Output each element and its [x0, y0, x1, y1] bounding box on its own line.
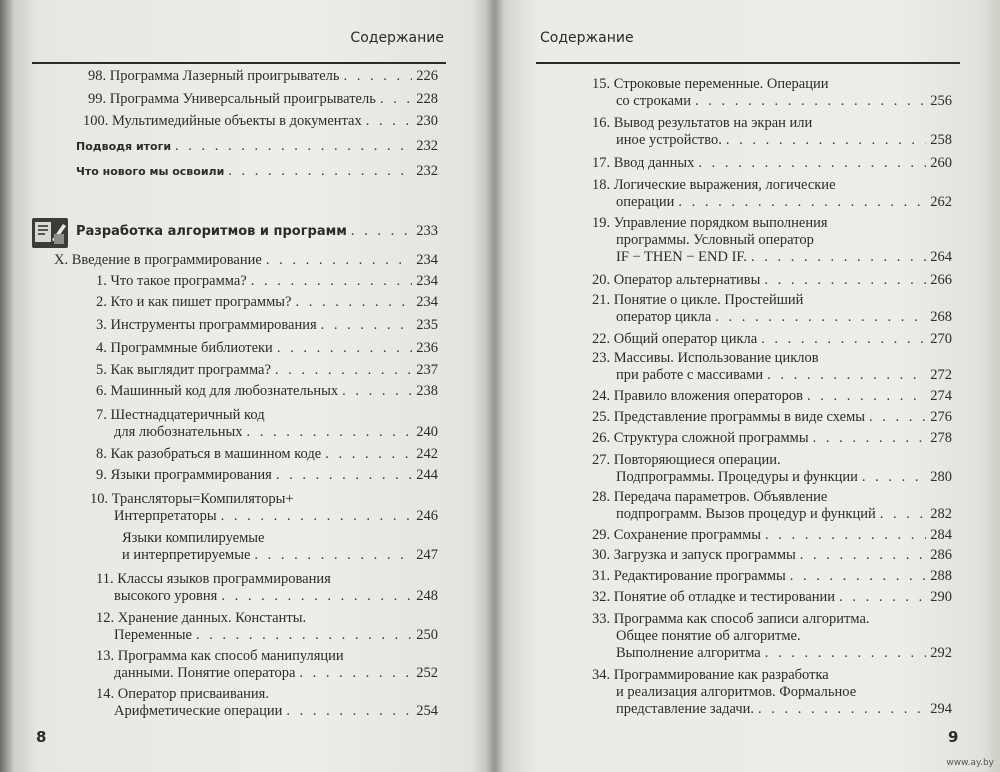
leader-dots [678, 194, 926, 211]
entry-page: 274 [930, 388, 952, 404]
entry-number: 16. [592, 115, 611, 131]
entry-page: 235 [416, 317, 438, 333]
entry-page: 226 [416, 68, 438, 84]
leader-dots [276, 467, 412, 484]
leader-dots [715, 309, 926, 326]
toc-entry[interactable] [592, 489, 952, 523]
entry-title-line: иное устройство. [616, 132, 722, 148]
toc-entry[interactable] [96, 340, 438, 357]
toc-entry[interactable] [90, 491, 438, 525]
page-number: 8 [36, 728, 47, 746]
entry-title: Введение в программирование [71, 252, 262, 268]
entry-title-line: подпрограмм. Вызов процедур и функций [616, 506, 876, 522]
toc-entry[interactable] [96, 610, 438, 644]
entry-title-line: Общее понятие об алгоритме. [616, 628, 801, 644]
toc-entry[interactable] [592, 155, 952, 172]
entry-title-line: Логические выражения, логические [613, 177, 836, 193]
entry-number: 5. [96, 362, 107, 378]
entry-title: Что такое программа? [110, 273, 247, 289]
entry-number: 28. [592, 489, 611, 505]
entry-number: 19. [592, 215, 611, 231]
entry-title-line: Подпрограммы. Процедуры и функции [616, 469, 858, 485]
entry-number: 13. [96, 648, 115, 664]
entry-title: Оператор альтернативы [613, 272, 761, 288]
toc-entry[interactable] [88, 91, 438, 108]
toc-entry[interactable] [592, 388, 952, 405]
leader-dots [880, 506, 926, 523]
entry-title: Как выглядит программа? [110, 362, 271, 378]
header-rule [32, 62, 446, 64]
entry-number: 11. [96, 571, 114, 587]
entry-page: 252 [416, 665, 438, 681]
entry-number: 21. [592, 292, 611, 308]
entry-title-line: Повторяющиеся операции. [613, 452, 781, 468]
toc-entry[interactable] [76, 138, 438, 155]
leader-dots [764, 272, 926, 289]
entry-page: 258 [930, 132, 952, 148]
entry-title-line: и интерпретируемые [122, 547, 251, 563]
entry-title-line: Интерпретаторы [114, 508, 217, 524]
entry-page: 244 [416, 467, 438, 483]
entry-title-line: Выполнение алгоритма [616, 645, 761, 661]
entry-title-line: и реализация алгоритмов. Формальное [616, 684, 857, 700]
leader-dots [275, 362, 412, 379]
leader-dots [807, 388, 926, 405]
entry-title-line: Массивы. Использование циклов [613, 350, 819, 366]
toc-entry[interactable] [96, 446, 438, 463]
entry-title: Загрузка и запуск программы [613, 547, 796, 563]
leader-dots [751, 249, 926, 266]
entry-title: Что нового мы освоили [76, 165, 225, 178]
chapter-title: Разработка алгоритмов и программ [76, 224, 347, 239]
leader-dots [839, 589, 926, 606]
header-rule [536, 62, 960, 64]
entry-page: 264 [930, 249, 952, 265]
entry-number: 27. [592, 452, 611, 468]
entry-page: 238 [416, 383, 438, 399]
right-page [504, 0, 1000, 772]
toc-chapter-entry[interactable] [76, 223, 438, 240]
leader-dots [698, 155, 926, 172]
toc-entry[interactable] [592, 547, 952, 564]
entry-number: 18. [592, 177, 611, 193]
entry-page: 250 [416, 627, 438, 643]
toc-entry[interactable] [76, 163, 438, 180]
toc-entry[interactable] [592, 76, 952, 110]
chapter-icon [32, 218, 68, 248]
toc-entry[interactable] [96, 407, 438, 441]
toc-entry[interactable] [592, 611, 952, 662]
entry-title-line: Арифметические операции [114, 703, 283, 719]
entry-title-line: Управление порядком выполнения [613, 215, 828, 231]
entry-title-line: для любознательных [114, 424, 243, 440]
entry-page: 237 [416, 362, 438, 378]
entry-number: 24. [592, 388, 611, 404]
entry-page: 290 [930, 589, 952, 605]
page-number: 9 [948, 728, 959, 746]
leader-dots [342, 383, 412, 400]
entry-page: 236 [416, 340, 438, 356]
leader-dots [800, 547, 926, 564]
entry-page: 286 [930, 547, 952, 563]
entry-number: 33. [592, 611, 611, 627]
leader-dots [765, 645, 927, 662]
entry-title: Редактирование программы [613, 568, 786, 584]
entry-title-line: представление задачи. [616, 701, 754, 717]
toc-entry[interactable] [592, 568, 952, 585]
leader-dots [790, 568, 926, 585]
entry-title: Мультимедийные объекты в документах [112, 113, 362, 129]
entry-number: 100. [83, 113, 109, 129]
toc-entry[interactable] [592, 272, 952, 289]
leader-dots [295, 294, 412, 311]
entry-title-line: Оператор присваивания. [117, 686, 269, 702]
entry-title: Машинный код для любознательных [110, 383, 339, 399]
entry-title: Языки программирования [110, 467, 272, 483]
entry-title: Подводя итоги [76, 140, 172, 153]
entry-title-line: Строковые переменные. Операции [613, 76, 829, 92]
leader-dots [286, 703, 412, 720]
entry-page: 254 [416, 703, 438, 719]
entry-page: 242 [416, 446, 438, 462]
leader-dots [351, 223, 412, 240]
left-page [0, 0, 490, 772]
toc-entry[interactable] [96, 467, 438, 484]
leader-dots [321, 317, 413, 334]
leader-dots [869, 409, 926, 426]
entry-page: 256 [930, 93, 952, 109]
entry-number: 14. [96, 686, 115, 702]
entry-number: 25. [592, 409, 611, 425]
entry-title-line: IF − THEN − END IF. [616, 249, 747, 265]
toc-section-entry[interactable] [54, 252, 438, 269]
entry-title-line: оператор цикла [616, 309, 712, 325]
entry-title: Сохранение программы [613, 527, 762, 543]
entry-title-line: Вывод результатов на экран или [613, 115, 813, 131]
entry-page: 268 [930, 309, 952, 325]
entry-number: 6. [96, 383, 107, 399]
entry-page: 234 [416, 273, 438, 289]
leader-dots [254, 547, 412, 564]
entry-number: 26. [592, 430, 611, 446]
entry-title-line: Хранение данных. Константы. [117, 610, 307, 626]
entry-number: 99. [88, 91, 107, 107]
leader-dots [695, 93, 926, 110]
entry-page: 284 [930, 527, 952, 543]
entry-title: Программные библиотеки [110, 340, 273, 356]
toc-entry[interactable] [592, 177, 952, 211]
entry-page: 247 [416, 547, 438, 563]
entry-title: Программа Универсальный проигрыватель [109, 91, 376, 107]
entry-page: 288 [930, 568, 952, 584]
toc-entry[interactable] [88, 68, 438, 85]
entry-title-line: Программа как способ манипуляции [117, 648, 344, 664]
entry-title-line: Языки компилируемые [122, 530, 265, 546]
entry-number: 1. [96, 273, 107, 289]
entry-page: 278 [930, 430, 952, 446]
entry-title: Ввод данных [613, 155, 695, 171]
leader-dots [344, 68, 413, 85]
entry-page: 233 [416, 223, 438, 239]
entry-number: 8. [96, 446, 107, 462]
entry-page: 248 [416, 588, 438, 604]
toc-entry[interactable] [96, 648, 438, 682]
running-header: Содержание [540, 30, 634, 46]
entry-page: 272 [930, 367, 952, 383]
toc-entry[interactable] [592, 292, 952, 326]
entry-title: Инструменты программирования [110, 317, 317, 333]
entry-page: 262 [930, 194, 952, 210]
leader-dots [813, 430, 927, 447]
entry-number: 4. [96, 340, 107, 356]
entry-title-line: данными. Понятие оператора [114, 665, 296, 681]
entry-number: 7. [96, 407, 107, 423]
toc-entry[interactable] [96, 294, 438, 311]
entry-title: Как разобраться в машинном коде [110, 446, 322, 462]
toc-entry[interactable] [96, 686, 438, 720]
entry-number: 10. [90, 491, 109, 507]
entry-page: 270 [930, 331, 952, 347]
toc-entry[interactable] [96, 383, 438, 400]
toc-entry[interactable] [592, 589, 952, 606]
entry-number: 20. [592, 272, 611, 288]
entry-number: 3. [96, 317, 107, 333]
entry-title: Общий оператор цикла [613, 331, 758, 347]
toc-entry[interactable] [592, 667, 952, 718]
entry-number: 29. [592, 527, 611, 543]
entry-page: 280 [930, 469, 952, 485]
entry-number: X. [54, 252, 69, 268]
entry-title-line: со строками [616, 93, 691, 109]
toc-entry[interactable] [96, 317, 438, 334]
entry-title-line: Классы языков программирования [117, 571, 331, 587]
entry-number: 2. [96, 294, 107, 310]
entry-page: 234 [416, 252, 438, 268]
entry-page: 232 [416, 138, 438, 154]
entry-title-line: операции [616, 194, 675, 210]
entry-number: 34. [592, 667, 611, 683]
toc-entry[interactable] [96, 362, 438, 379]
leader-dots [175, 138, 412, 155]
toc-subentry[interactable] [122, 530, 438, 564]
entry-page: 246 [416, 508, 438, 524]
entry-title-line: программы. Условный оператор [616, 232, 814, 248]
leader-dots [726, 132, 926, 149]
entry-title-line: Передача параметров. Объявление [613, 489, 828, 505]
entry-page: 230 [416, 113, 438, 129]
toc-entry[interactable] [592, 430, 952, 447]
leader-dots [196, 627, 412, 644]
toc-entry[interactable] [96, 273, 438, 290]
toc-entry[interactable] [592, 115, 952, 149]
entry-title: Представление программы в виде схемы [613, 409, 866, 425]
entry-number: 30. [592, 547, 611, 563]
entry-title-line: Трансляторы=Компиляторы+ [111, 491, 294, 507]
entry-title-line: Программирование как разработка [613, 667, 829, 683]
toc-entry[interactable] [96, 571, 438, 605]
entry-number: 9. [96, 467, 107, 483]
entry-page: 260 [930, 155, 952, 171]
entry-number: 98. [88, 68, 107, 84]
leader-dots [325, 446, 412, 463]
entry-number: 12. [96, 610, 115, 626]
toc-entry[interactable] [83, 113, 438, 130]
entry-title: Программа Лазерный проигрыватель [109, 68, 340, 84]
entry-page: 294 [930, 701, 952, 717]
entry-page: 292 [930, 645, 952, 661]
leader-dots [247, 424, 413, 441]
entry-title-line: высокого уровня [114, 588, 218, 604]
entry-page: 234 [416, 294, 438, 310]
entry-page: 282 [930, 506, 952, 522]
entry-page: 232 [416, 163, 438, 179]
entry-number: 15. [592, 76, 611, 92]
entry-number: 22. [592, 331, 611, 347]
entry-page: 228 [416, 91, 438, 107]
leader-dots [251, 273, 413, 290]
entry-title-line: Программа как способ записи алгоритма. [613, 611, 870, 627]
leader-dots [380, 91, 412, 108]
leader-dots [758, 701, 926, 718]
entry-title-line: Шестнадцатеричный код [110, 407, 265, 423]
running-header: Содержание [350, 30, 444, 46]
leader-dots [767, 367, 926, 384]
toc-entry[interactable] [592, 527, 952, 544]
leader-dots [299, 665, 412, 682]
toc-entry[interactable] [592, 331, 952, 348]
entry-number: 23. [592, 350, 611, 366]
leader-dots [862, 469, 926, 486]
leader-dots [366, 113, 413, 130]
leader-dots [266, 252, 412, 269]
entry-title: Правило вложения операторов [613, 388, 803, 404]
entry-number: 17. [592, 155, 611, 171]
entry-title: Структура сложной программы [613, 430, 809, 446]
leader-dots [765, 527, 926, 544]
entry-number: 32. [592, 589, 611, 605]
leader-dots [221, 508, 413, 525]
toc-entry[interactable] [592, 350, 952, 384]
entry-title: Понятие об отладке и тестировании [613, 589, 836, 605]
entry-page: 276 [930, 409, 952, 425]
leader-dots [761, 331, 926, 348]
entry-title: Кто и как пишет программы? [110, 294, 292, 310]
entry-number: 31. [592, 568, 611, 584]
entry-title-line: Переменные [114, 627, 192, 643]
entry-title-line: при работе с массивами [616, 367, 764, 383]
leader-dots [221, 588, 412, 605]
leader-dots [228, 163, 412, 180]
entry-page: 266 [930, 272, 952, 288]
watermark-text: www.ay.by [946, 758, 994, 768]
entry-page: 240 [416, 424, 438, 440]
leader-dots [277, 340, 412, 357]
entry-title-line: Понятие о цикле. Простейший [613, 292, 804, 308]
toc-entry[interactable] [592, 215, 952, 266]
toc-entry[interactable] [592, 409, 952, 426]
toc-entry[interactable] [592, 452, 952, 486]
